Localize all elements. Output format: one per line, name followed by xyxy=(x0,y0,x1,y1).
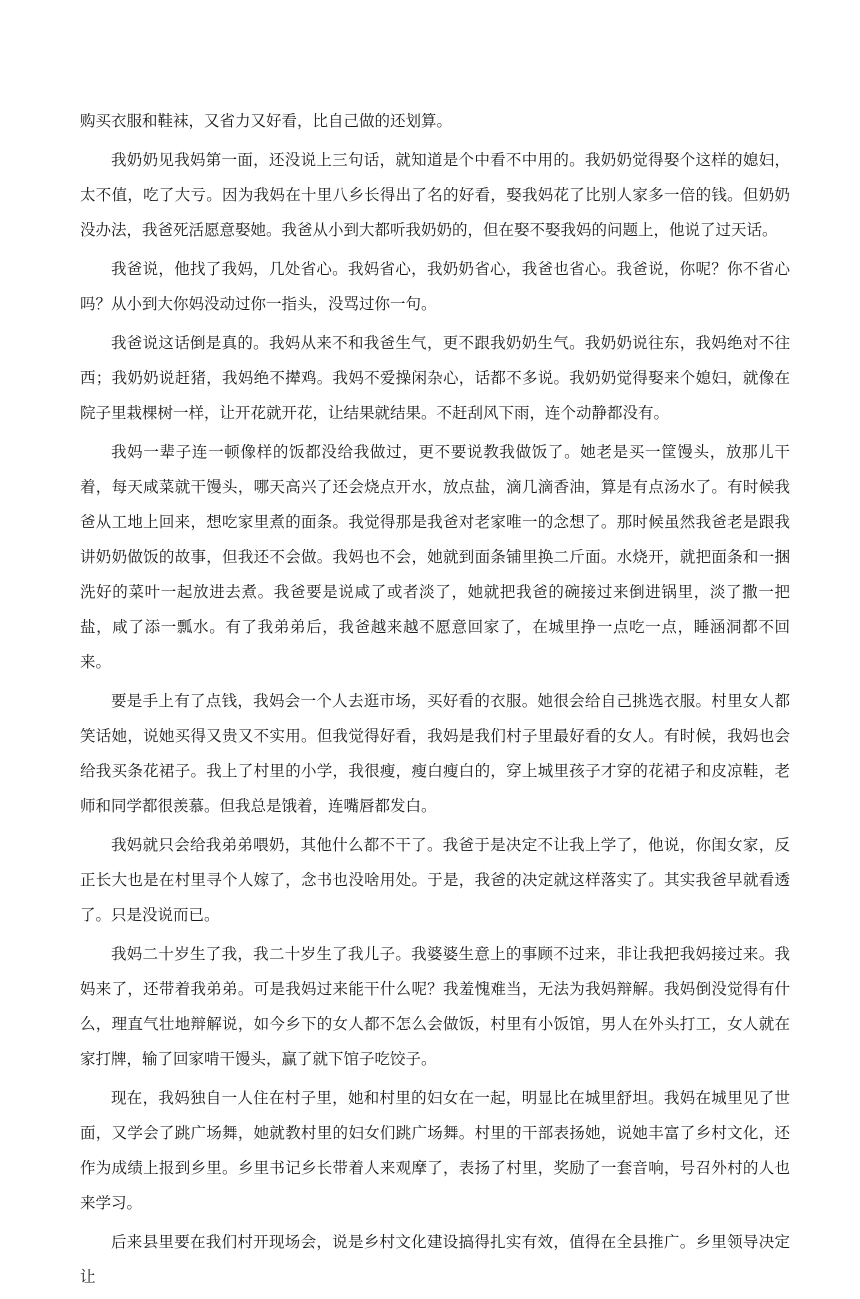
paragraph: 我爸说，他找了我妈，几处省心。我妈省心，我奶奶省心，我爸也省心。我爸说，你呢？你不省心吗？从小到大你妈没动过你一指头，没骂过你一句。 xyxy=(80,260,790,313)
paragraph: 后来县里要在我们村开现场会，说是乡村文化建设搞得扎实有效，值得在全县推广。乡里领导决定让 xyxy=(80,1233,790,1286)
paragraph: 我爸说这话倒是真的。我妈从来不和我爸生气，更不跟我奶奶生气。我奶奶说往东，我妈绝对不往西；我奶奶说赶猪，我妈绝不撵鸡。我妈不爱操闲杂心，话都不多说。我奶奶觉得娶来个媳妇，就像在院子里栽棵树一样，让开花就开花，让结果就结果。不赶刮风下雨，连个动静都没有。 xyxy=(80,334,790,422)
paragraph: 我妈二十岁生了我，我二十岁生了我儿子。我婆婆生意上的事顾不过来，非让我把我妈接过来。我妈来了，还带着我弟弟。可是我妈过来能干什么呢？我羞愧难当，无法为我妈辩解。我妈倒没觉得有什么，理直气壮地辩解说，如今乡下的女人都不怎么会做饭，村里有小饭馆，男人在外头打工，女人就在家打牌，输了回家啃干馒头，赢了就下馆子吃饺子。 xyxy=(80,945,790,1068)
paragraph: 我妈一辈子连一顿像样的饭都没给我做过，更不要说教我做饭了。她老是买一筐馒头，放那儿干着，每天咸菜就干馒头，哪天高兴了还会烧点开水，放点盐，滴几滴香油，算是有点汤水了。有时候我爸从工地上回来，想吃家里煮的面条。我觉得那是我爸对老家唯一的念想了。那时候虽然我爸老是跟我讲奶奶做饭的故事，但我还不会做。我妈也不会，她就到面条铺里换二斤面。水烧开，就把面条和一捆洗好的菜叶一起放进去煮。我爸要是说咸了或者淡了，她就把我爸的碗接过来倒进锅里，淡了撒一把盐，咸了添一瓢水。有了我弟弟后，我爸越来越不愿意回家了，在城里挣一点吃一点，睡涵洞都不回来。 xyxy=(80,443,790,671)
paragraph: 现在，我妈独自一人住在村子里，她和村里的妇女在一起，明显比在城里舒坦。我妈在城里见了世面，又学会了跳广场舞，她就教村里的妇女们跳广场舞。村里的干部表扬她，说她丰富了乡村文化，还作为成绩上报到乡里。乡里书记乡长带着人来观摩了，表扬了村里，奖励了一套音响，号召外村的人也来学习。 xyxy=(80,1089,790,1212)
document-body xyxy=(80,104,790,1299)
paragraph: 我妈就只会给我弟弟喂奶，其他什么都不干了。我爸于是决定不让我上学了，他说，你闺女家，反正长大也是在村里寻个人嫁了，念书也没啥用处。于是，我爸的决定就这样落实了。其实我爸早就看透了。只是没说而已。 xyxy=(80,836,790,924)
paragraph-continued: 购买衣服和鞋袜，又省力又好看，比自己做的还划算。 xyxy=(80,112,453,130)
paragraph: 我奶奶见我妈第一面，还没说上三句话，就知道是个中看不中用的。我奶奶觉得娶个这样的媳妇，太不值，吃了大亏。因为我妈在十里八乡长得出了名的好看，娶我妈花了比别人家多一倍的钱。但奶奶没办法，我爸死活愿意娶她。我爸从小到大都听我奶奶的，但在娶不娶我妈的问题上，他说了过天话。 xyxy=(80,151,790,239)
paragraph: 要是手上有了点钱，我妈会一个人去逛市场，买好看的衣服。她很会给自己挑选衣服。村里女人都笑话她，说她买得又贵又不实用。但我觉得好看，我妈是我们村子里最好看的女人。有时候，我妈也会给我买条花裙子。我上了村里的小学，我很瘦，瘦白瘦白的，穿上城里孩子才穿的花裙子和皮凉鞋，老师和同学都很羡慕。但我总是饿着，连嘴唇都发白。 xyxy=(80,692,790,815)
